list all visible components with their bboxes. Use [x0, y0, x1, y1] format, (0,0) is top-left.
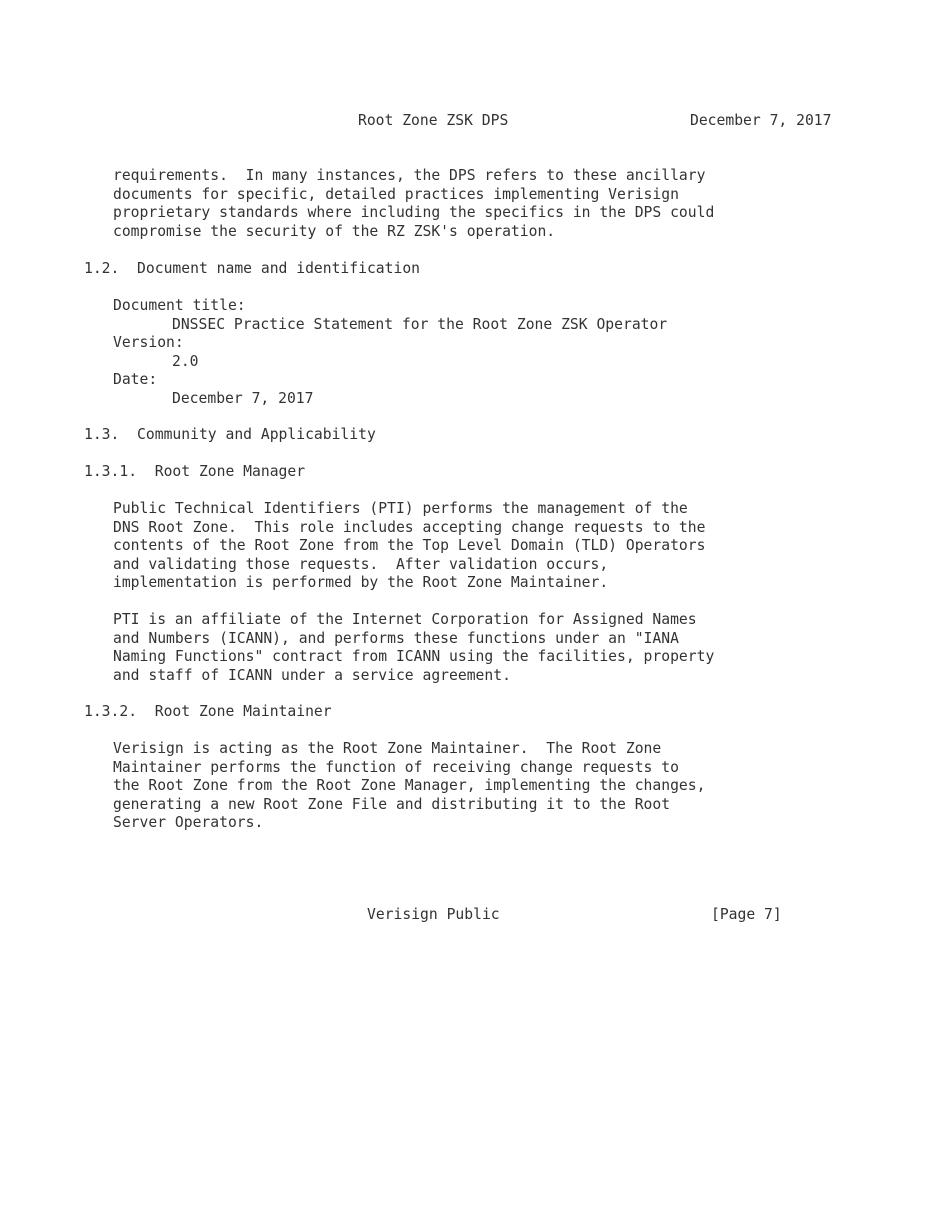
paragraph-line: and staff of ICANN under a service agreement. [113, 666, 511, 684]
field-value-version: 2.0 [172, 352, 199, 370]
paragraph-line: Verisign is acting as the Root Zone Maintainer. The Root Zone [113, 740, 662, 757]
field-label-date: Date: [113, 371, 158, 389]
paragraph-line: DNS Root Zone. This role includes accepting change requests to the [113, 518, 706, 536]
header-date: December 7, 2017 [690, 112, 832, 129]
paragraph-line: Public Technical Identifiers (PTI) performs the management of the [113, 500, 688, 517]
footer-classification: Verisign Public [367, 906, 500, 923]
paragraph-line: implementation is performed by the Root Zone Maintainer. [113, 574, 609, 592]
section-heading-1-3-2: 1.3.2. Root Zone Maintainer [84, 703, 332, 720]
field-value-document-title: DNSSEC Practice Statement for the Root Zone ZSK Operator [172, 315, 668, 333]
paragraph-line: and Numbers (ICANN), and performs these functions under an "IANA [113, 629, 679, 647]
intro-line: requirements. In many instances, the DPS refers to these ancillary [113, 167, 706, 184]
footer-page-number: [Page 7] [711, 906, 782, 923]
paragraph-line: the Root Zone from the Root Zone Manager, implementing the changes, [113, 777, 706, 795]
paragraph-line: Maintainer performs the function of receiving change requests to [113, 758, 679, 776]
paragraph-line: and validating those requests. After validation occurs, [113, 555, 609, 573]
paragraph-line: Server Operators. [113, 814, 264, 832]
section-heading-1-2: 1.2. Document name and identification [84, 260, 421, 277]
intro-line: proprietary standards where including the specifics in the DPS could [113, 204, 715, 222]
intro-line: compromise the security of the RZ ZSK's operation. [113, 222, 556, 240]
field-value-date: December 7, 2017 [172, 390, 314, 407]
field-label-version: Version: [113, 334, 184, 352]
paragraph-line: PTI is an affiliate of the Internet Corporation for Assigned Names [113, 611, 697, 628]
section-heading-1-3-1: 1.3.1. Root Zone Manager [84, 463, 306, 480]
intro-line: documents for specific, detailed practices implementing Verisign [113, 185, 679, 203]
field-label-document-title: Document title: [113, 297, 246, 314]
paragraph-line: contents of the Root Zone from the Top Level Domain (TLD) Operators [113, 537, 706, 555]
paragraph-line: Naming Functions" contract from ICANN using the facilities, property [113, 648, 715, 666]
section-heading-1-3: 1.3. Community and Applicability [84, 426, 376, 443]
paragraph-line: generating a new Root Zone File and distributing it to the Root [113, 795, 671, 813]
header-title: Root Zone ZSK DPS [358, 112, 509, 129]
